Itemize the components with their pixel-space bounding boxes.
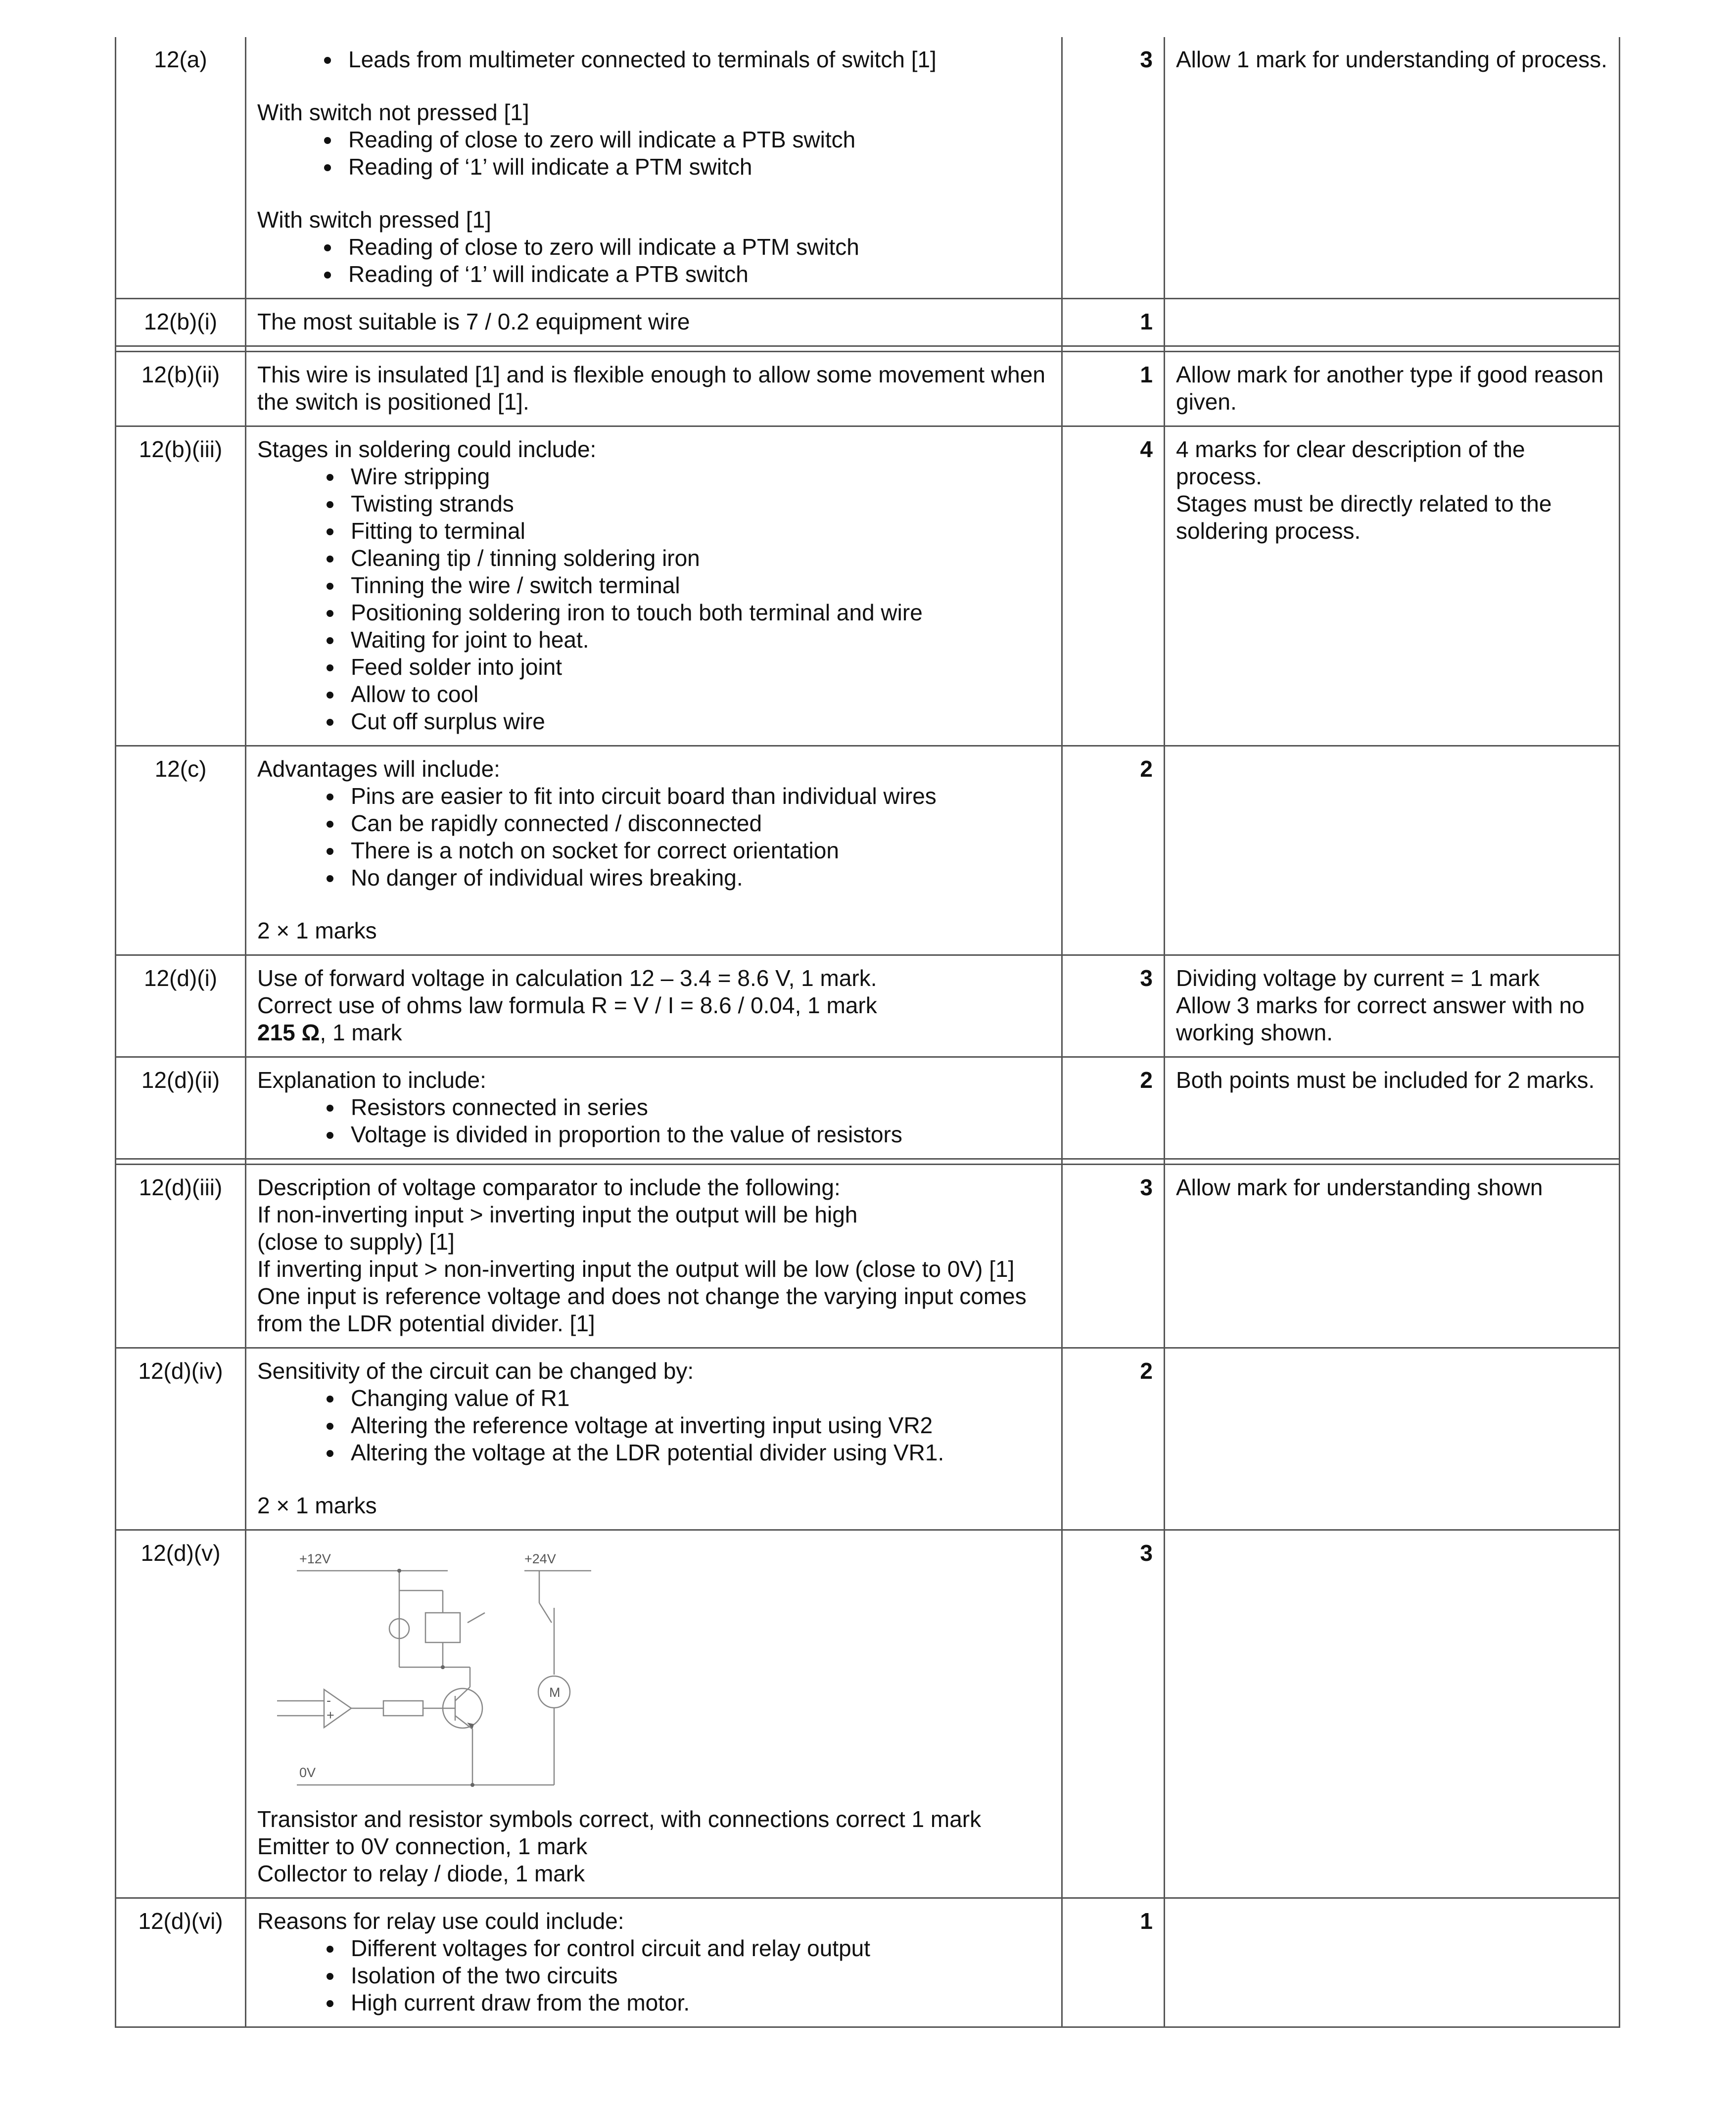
question-number: 12(d)(iv) <box>116 1348 246 1530</box>
list-item: • Resistors connected in series <box>344 1094 1050 1121</box>
question-number: 12(b)(iii) <box>116 426 246 746</box>
answer-mark-text: , 1 mark <box>320 1020 402 1045</box>
guidance-cell: Both points must be included for 2 marks. <box>1165 1057 1620 1159</box>
answer-cell: The most suitable is 7 / 0.2 equipment wire <box>246 299 1062 346</box>
bullet-list <box>257 126 1050 181</box>
list-item: • Leads from multimeter connected to terminals of switch [1] <box>341 46 1050 73</box>
table-row <box>116 426 1620 746</box>
answer-intro: Advantages will include: <box>257 756 500 782</box>
question-number: 12(d)(iii) <box>116 1165 246 1348</box>
list-item: • Reading of ‘1’ will indicate a PTB switch <box>341 261 1050 288</box>
list-item: • Waiting for joint to heat. <box>344 626 1050 654</box>
answer-line: Transistor and resistor symbols correct, with connections correct 1 mark <box>257 1806 982 1832</box>
bullet-list <box>257 1385 1050 1466</box>
guidance-line: Allow 3 marks for correct answer with no working shown. <box>1176 992 1585 1045</box>
list-item: • No danger of individual wires breaking. <box>344 864 1050 891</box>
answer-heading: With switch pressed [1] <box>257 207 491 233</box>
guidance-cell <box>1165 1348 1620 1530</box>
answer-cell <box>246 1165 1062 1348</box>
answer-line: If non-inverting input > inverting input the output will be high <box>257 1202 858 1227</box>
answer-line: Correct use of ohms law formula R = V / I = 8.6 / 0.04, 1 mark <box>257 992 877 1018</box>
answer-cell <box>246 37 1062 299</box>
guidance-cell <box>1165 299 1620 346</box>
question-number: 12(c) <box>116 746 246 955</box>
bullet-list <box>257 46 1050 73</box>
supply-12v-label: +12V <box>299 1551 331 1566</box>
marks-cell: 2 <box>1062 1057 1165 1159</box>
list-item: • Cleaning tip / tinning soldering iron <box>344 545 1050 572</box>
marks-cell: 1 <box>1062 352 1165 426</box>
opamp-minus-sign: - <box>327 1693 331 1708</box>
marks-note: 2 × 1 marks <box>257 1493 377 1518</box>
guidance-cell: Allow mark for understanding shown <box>1165 1165 1620 1348</box>
guidance-cell <box>1165 746 1620 955</box>
list-item: • Can be rapidly connected / disconnected <box>344 810 1050 837</box>
answer-cell <box>246 426 1062 746</box>
opamp-plus-sign: + <box>327 1708 334 1723</box>
answer-value: 215 Ω <box>257 1020 320 1045</box>
answer-line <box>257 1019 1050 1046</box>
table-row <box>116 37 1620 299</box>
transistor-relay-circuit-diagram <box>277 1548 594 1796</box>
list-item: • Isolation of the two circuits <box>344 1962 1050 1989</box>
mark-scheme-table <box>115 37 1620 2028</box>
marks-cell: 1 <box>1062 1898 1165 2027</box>
guidance-cell <box>1165 955 1620 1057</box>
answer-line: Use of forward voltage in calculation 12 – 3.4 = 8.6 V, 1 mark. <box>257 965 877 991</box>
answer-line: One input is reference voltage and does not change the varying input comes <box>257 1283 1027 1309</box>
list-item: • High current draw from the motor. <box>344 1989 1050 2016</box>
marks-cell: 1 <box>1062 299 1165 346</box>
list-item: • Fitting to terminal <box>344 517 1050 545</box>
marks-cell: 3 <box>1062 1530 1165 1898</box>
question-number: 12(b)(ii) <box>116 352 246 426</box>
answer-intro: Reasons for relay use could include: <box>257 1908 624 1934</box>
answer-cell <box>246 1530 1062 1898</box>
list-item: • Cut off surplus wire <box>344 708 1050 735</box>
bullet-list <box>257 1094 1050 1148</box>
question-number: 12(d)(ii) <box>116 1057 246 1159</box>
answer-line: (close to supply) [1] <box>257 1229 455 1255</box>
guidance-cell: Allow mark for another type if good reason given. <box>1165 352 1620 426</box>
answer-line: Emitter to 0V connection, 1 mark <box>257 1833 588 1859</box>
row-separator <box>116 346 1620 352</box>
table-row <box>116 1348 1620 1530</box>
list-item: • Different voltages for control circuit and relay output <box>344 1935 1050 1962</box>
answer-intro: Explanation to include: <box>257 1067 486 1093</box>
guidance-cell <box>1165 1898 1620 2027</box>
answer-cell <box>246 1898 1062 2027</box>
answer-line: Collector to relay / diode, 1 mark <box>257 1861 585 1886</box>
question-number: 12(d)(vi) <box>116 1898 246 2027</box>
table-row <box>116 1530 1620 1898</box>
marks-cell: 2 <box>1062 1348 1165 1530</box>
answer-intro: Sensitivity of the circuit can be changed by: <box>257 1358 694 1384</box>
answer-intro: Stages in soldering could include: <box>257 436 597 462</box>
bullet-list <box>257 1935 1050 2016</box>
bullet-list <box>257 234 1050 288</box>
answer-cell <box>246 746 1062 955</box>
list-item: • Altering the reference voltage at inverting input using VR2 <box>344 1412 1050 1439</box>
question-number: 12(d)(i) <box>116 955 246 1057</box>
list-item: • Allow to cool <box>344 681 1050 708</box>
list-item: • Voltage is divided in proportion to the value of resistors <box>344 1121 1050 1148</box>
question-number: 12(b)(i) <box>116 299 246 346</box>
marks-cell: 4 <box>1062 426 1165 746</box>
answer-heading: With switch not pressed [1] <box>257 99 529 125</box>
marks-cell: 3 <box>1062 37 1165 299</box>
guidance-cell: Allow 1 mark for understanding of process. <box>1165 37 1620 299</box>
list-item: • Feed solder into joint <box>344 654 1050 681</box>
guidance-line: 4 marks for clear description of the process. <box>1176 436 1525 489</box>
list-item: • Twisting strands <box>344 490 1050 517</box>
list-item: • There is a notch on socket for correct orientation <box>344 837 1050 864</box>
marks-cell: 3 <box>1062 1165 1165 1348</box>
list-item: • Pins are easier to fit into circuit board than individual wires <box>344 783 1050 810</box>
guidance-line: Dividing voltage by current = 1 mark <box>1176 965 1540 991</box>
question-number: 12(a) <box>116 37 246 299</box>
marks-note: 2 × 1 marks <box>257 918 377 943</box>
answer-cell <box>246 955 1062 1057</box>
table-row <box>116 1057 1620 1159</box>
ground-0v-label: 0V <box>299 1765 316 1780</box>
list-item: • Reading of close to zero will indicate a PTM switch <box>341 234 1050 261</box>
answer-line: from the LDR potential divider. [1] <box>257 1311 595 1336</box>
row-separator <box>116 1159 1620 1165</box>
supply-24v-label: +24V <box>524 1551 556 1566</box>
table-row <box>116 746 1620 955</box>
guidance-cell <box>1165 1530 1620 1898</box>
list-item: • Positioning soldering iron to touch both terminal and wire <box>344 599 1050 626</box>
guidance-line: Stages must be directly related to the soldering process. <box>1176 491 1552 544</box>
list-item: • Tinning the wire / switch terminal <box>344 572 1050 599</box>
guidance-cell <box>1165 426 1620 746</box>
marks-cell: 2 <box>1062 746 1165 955</box>
table-row <box>116 1165 1620 1348</box>
list-item: • Altering the voltage at the LDR potential divider using VR1. <box>344 1439 1050 1466</box>
table-row <box>116 955 1620 1057</box>
bullet-list <box>257 783 1050 891</box>
question-number: 12(d)(v) <box>116 1530 246 1898</box>
answer-cell: This wire is insulated [1] and is flexible enough to allow some movement when the switch is positioned [1]. <box>246 352 1062 426</box>
list-item: • Reading of ‘1’ will indicate a PTM switch <box>341 153 1050 181</box>
answer-cell <box>246 1348 1062 1530</box>
table-row <box>116 1898 1620 2027</box>
list-item: • Changing value of R1 <box>344 1385 1050 1412</box>
table-row <box>116 299 1620 346</box>
list-item: • Reading of close to zero will indicate a PTB switch <box>341 126 1050 153</box>
answer-line: Description of voltage comparator to include the following: <box>257 1174 841 1200</box>
table-row <box>116 352 1620 426</box>
motor-label: M <box>549 1685 561 1700</box>
marks-cell: 3 <box>1062 955 1165 1057</box>
bullet-list <box>257 463 1050 735</box>
list-item: • Wire stripping <box>344 463 1050 490</box>
answer-line: If inverting input > non-inverting input the output will be low (close to 0V) [1] <box>257 1256 1015 1282</box>
answer-cell <box>246 1057 1062 1159</box>
